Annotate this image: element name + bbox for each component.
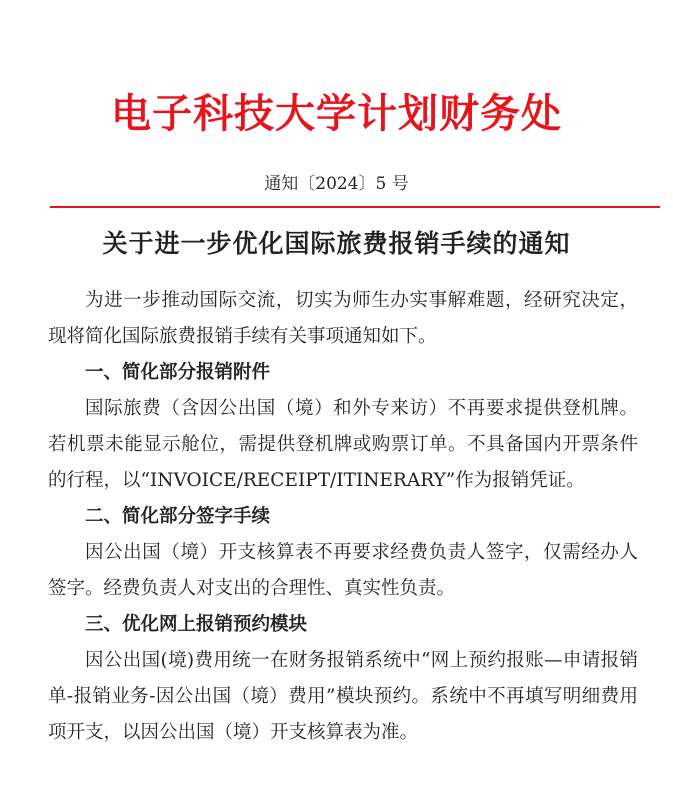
notice-title: 关于进一步优化国际旅费报销手续的通知 — [102, 229, 571, 258]
section-heading-1: 一、简化部分报销附件 — [85, 362, 271, 383]
section-heading-3: 三、优化网上报销预约模块 — [85, 614, 308, 635]
notice-body — [48, 283, 638, 751]
section-text-3: 因公出国(境)费用统一在财务报销系统中“网上预约报账—申请报销单-报销业务-因公出国（境）费用”模块预约。系统中不再填写明细费用项开支，以因公出国（境）开支核算表为准。 — [48, 650, 638, 743]
header-divider — [50, 206, 660, 208]
intro-paragraph: 为进一步推动国际交流，切实为师生办实事解难题，经研究决定，现将简化国际旅费报销手续有关事项通知如下。 — [48, 290, 638, 347]
org-name-header: 电子科技大学计划财务处 — [111, 91, 562, 137]
document-number: 通知〔2024〕5 号 — [264, 174, 409, 194]
section-heading-2: 二、简化部分签字手续 — [85, 506, 271, 527]
section-text-1: 国际旅费（含因公出国（境）和外专来访）不再要求提供登机牌。若机票未能显示舱位，需提供登机牌或购票订单。不具备国内开票条件的行程，以“INVOICE/RECEIPT/ITINERARY”作为报销凭证。 — [48, 398, 638, 491]
section-text-2: 因公出国（境）开支核算表不再要求经费负责人签字，仅需经办人签字。经费负责人对支出的合理性、真实性负责。 — [48, 542, 638, 599]
